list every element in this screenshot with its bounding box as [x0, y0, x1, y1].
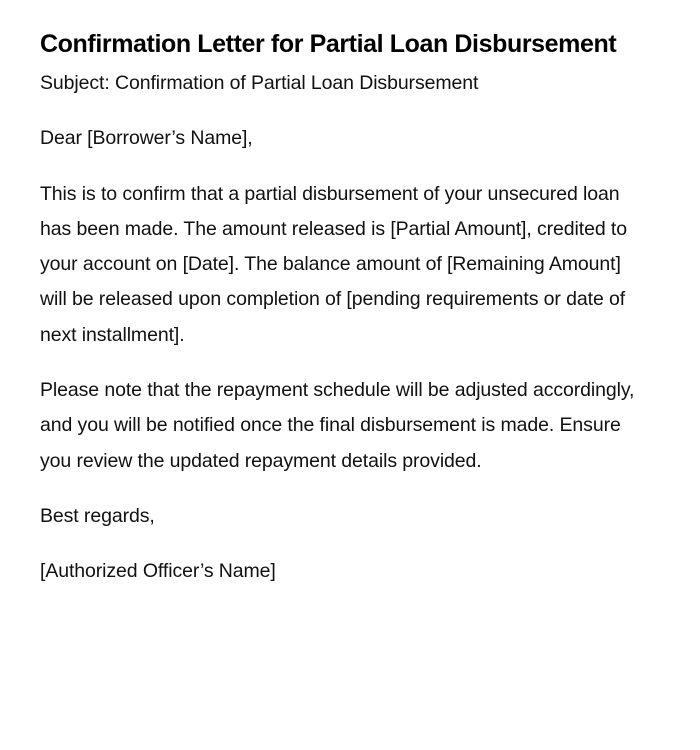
salutation: Dear [Borrower’s Name], [40, 127, 253, 150]
document-title: Confirmation Letter for Partial Loan Disbursement [40, 30, 617, 58]
letter-document [40, 22, 640, 610]
signature: [Authorized Officer’s Name] [40, 560, 276, 583]
body-paragraph-2: Please note that the repayment schedule will be adjusted accordingly, and you will be notified once the final disbursement is made. Ensure you review the updated repayment details provided. [40, 379, 635, 472]
subject-line: Subject: Confirmation of Partial Loan Disbursement [40, 72, 479, 94]
body-paragraph-1: This is to confirm that a partial disbursement of your unsecured loan has been made. The amount released is [Partial Amount], credited to your account on [Date]. The balance amount of [Remaining Amount] will be released upon completion of [pending requirements or date of next installment]. [40, 182, 627, 346]
closing: Best regards, [40, 504, 155, 527]
